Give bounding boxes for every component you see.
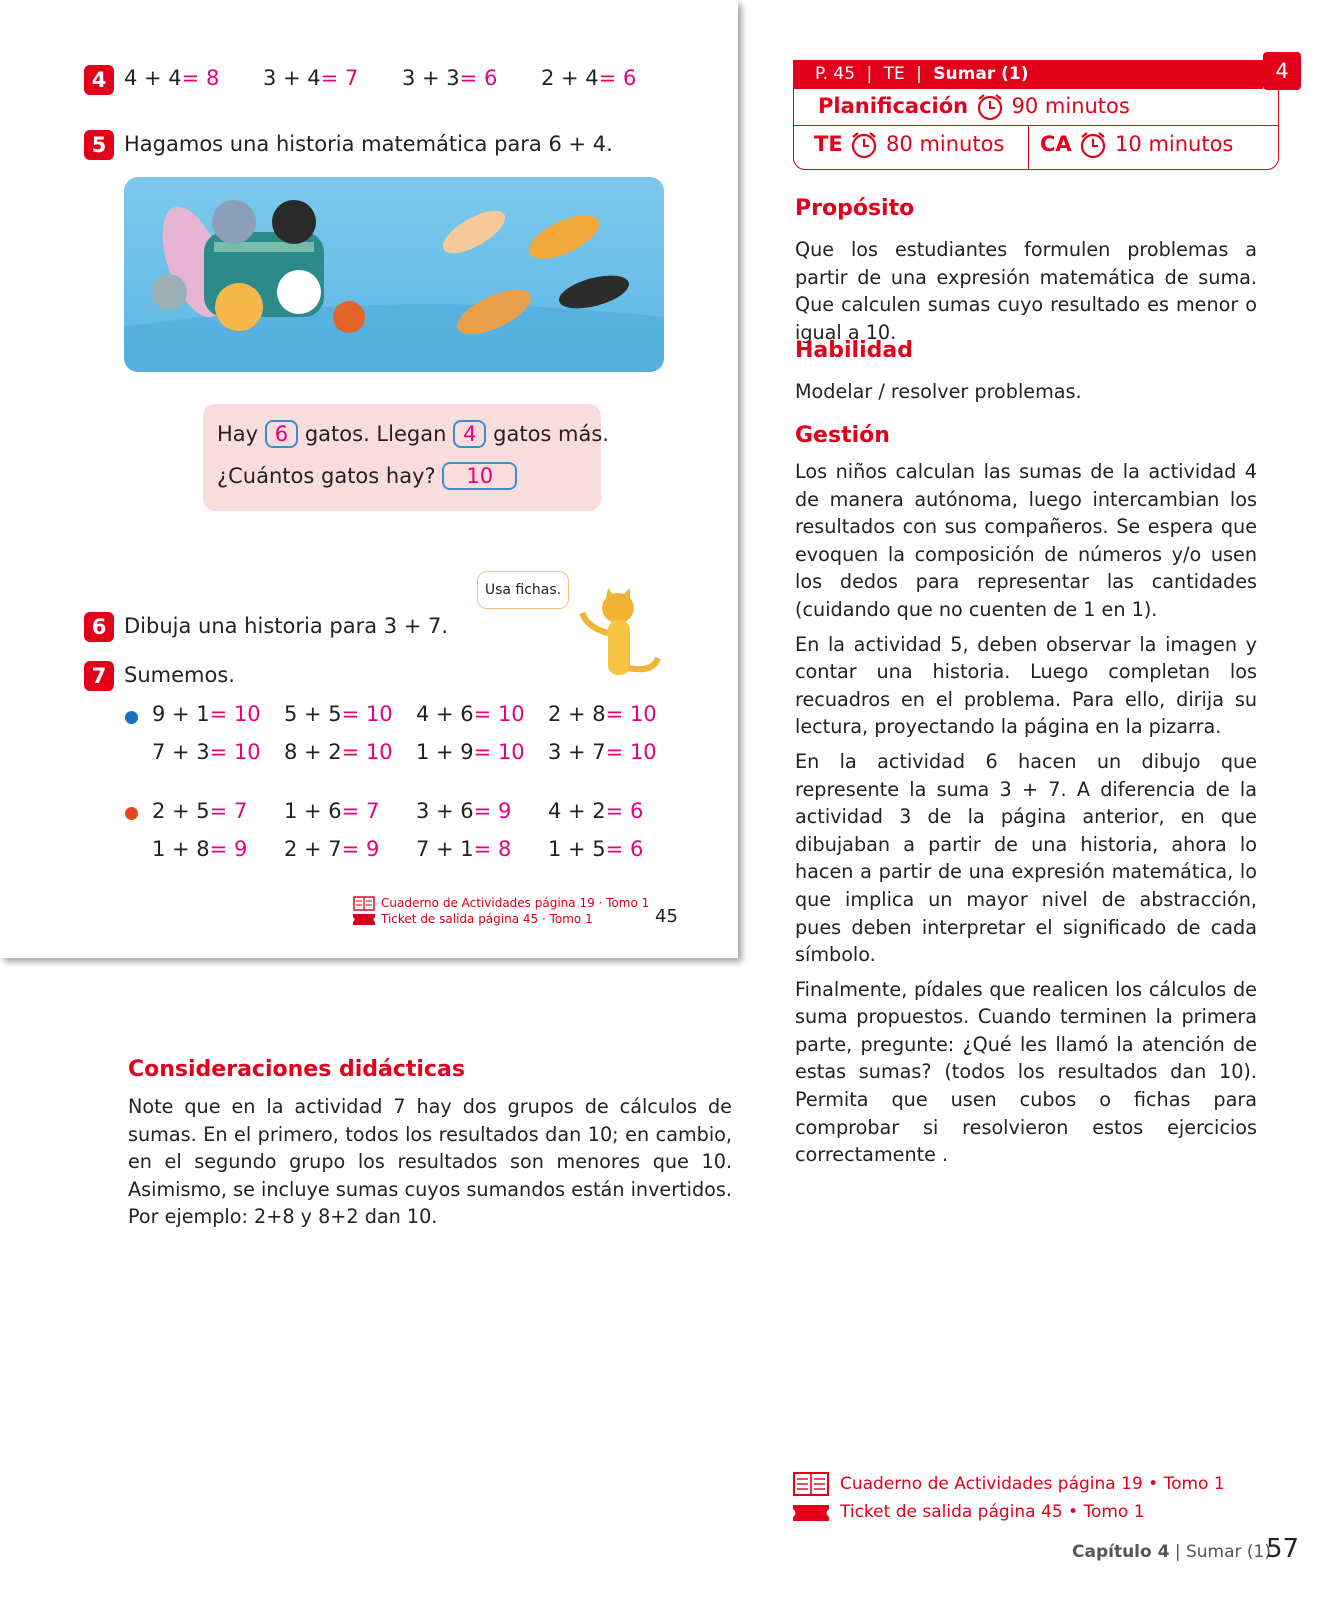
cat-character-illustration <box>578 588 668 693</box>
answer: = 8 <box>181 66 220 90</box>
ex7-g1-r2-c3 <box>416 740 525 764</box>
answer: = 9 <box>341 837 380 861</box>
story-question: ¿Cuántos gatos hay? <box>217 464 436 488</box>
chapter-title: Sumar (1) <box>1185 1542 1272 1562</box>
footer-separator: | <box>1174 1542 1181 1562</box>
expr: 1 + 5 <box>548 837 606 861</box>
cat-orange <box>215 283 263 331</box>
expr: 7 + 1 <box>416 837 474 861</box>
book-icon <box>793 1472 829 1496</box>
ex7-g1-r2-c1 <box>152 740 261 764</box>
book-icon <box>353 896 375 911</box>
answer: = 10 <box>209 702 261 726</box>
expr: 4 + 6 <box>416 702 474 726</box>
ticket-reference: Ticket de salida página 45 · Tomo 1 <box>381 912 593 926</box>
expr: 3 + 7 <box>548 740 606 764</box>
cat-red <box>333 301 365 333</box>
planning-total: 90 minutos <box>1011 94 1130 118</box>
expr: 9 + 1 <box>152 702 210 726</box>
exercise-7-badge: 7 <box>84 661 114 691</box>
gestion-body <box>795 458 1257 1176</box>
story-line-2 <box>217 462 517 490</box>
expr: 4 + 4 <box>124 66 182 90</box>
ex7-g2-r2-c1 <box>152 837 247 861</box>
expr: 4 + 2 <box>548 799 606 823</box>
cuaderno-reference: Cuaderno de Actividades página 19 · Tomo 1 <box>381 896 650 910</box>
answer: = 10 <box>209 740 261 764</box>
cats-illustration <box>124 177 664 372</box>
story-text: gatos más. <box>493 422 609 446</box>
proposito-title: Propósito <box>795 196 915 221</box>
cats-scene-svg <box>124 177 664 372</box>
expr: 1 + 9 <box>416 740 474 764</box>
ca-label: CA <box>1040 132 1072 156</box>
answer-box-2[interactable]: 4 <box>453 420 486 448</box>
answer: = 7 <box>320 66 359 90</box>
planning-label: Planificación <box>818 94 969 118</box>
answer: = 7 <box>209 799 248 823</box>
ex7-g2-r2-c4 <box>548 837 643 861</box>
exercise-6-text: Dibuja una historia para 3 + 7. <box>124 614 449 638</box>
expr: 2 + 7 <box>284 837 342 861</box>
chapter-footer <box>1072 1542 1271 1562</box>
chapter-tab: 4 <box>1263 52 1301 90</box>
group-1-bullet <box>125 711 138 724</box>
expr: 3 + 3 <box>402 66 460 90</box>
planning-vertical-divider <box>1028 125 1029 169</box>
expr: 1 + 8 <box>152 837 210 861</box>
expr: 3 + 4 <box>263 66 321 90</box>
story-text: gatos. Llegan <box>304 422 447 446</box>
ca-row <box>1040 131 1233 159</box>
guide-page-number: 57 <box>1266 1534 1300 1564</box>
planning-row <box>818 93 1130 121</box>
ex7-g2-r1-c1 <box>152 799 247 823</box>
expr: 1 + 6 <box>284 799 342 823</box>
planning-box <box>793 89 1279 170</box>
header-separator: | <box>916 64 922 84</box>
consideraciones-title: Consideraciones didácticas <box>128 1057 465 1082</box>
planning-divider <box>794 125 1278 126</box>
gestion-paragraph: Finalmente, pídales que realicen los cálculos de suma propuestos. Cuando terminen la primera parte, pregunte: ¿Qué les llamó la atención de estas sumas? (todos los resultados dan 10). Permita que usen cubos o fichas para comprobar si resolvieron estos ejercicios correctamente . <box>795 977 1257 1167</box>
gestion-paragraph: En la actividad 5, deben observar la imagen y contar una historia. Luego completan los recuadros en el problema. Para ello, dirija su lectura, proyectando la página en la pizarra. <box>795 632 1257 739</box>
cat-grey-sitting <box>151 274 187 310</box>
habilidad-title: Habilidad <box>795 338 913 363</box>
header-separator: | <box>866 64 873 84</box>
student-page-number: 45 <box>655 906 678 927</box>
student-page <box>0 0 738 958</box>
answer: = 10 <box>341 702 393 726</box>
habilidad-text: Modelar / resolver problemas. <box>795 380 1082 403</box>
ex7-g2-r2-c2 <box>284 837 379 861</box>
cat-jumping-2 <box>523 206 605 267</box>
alarm-clock-icon <box>849 131 879 159</box>
ex7-g1-r1-c4 <box>548 702 657 726</box>
exercise-5-badge: 5 <box>84 130 114 160</box>
answer: = 8 <box>473 837 512 861</box>
alarm-clock-icon <box>975 93 1005 121</box>
te-row <box>814 131 1004 159</box>
guide-ticket-reference: Ticket de salida página 45 • Tomo 1 <box>840 1502 1145 1522</box>
consideraciones-text: Note que en la actividad 7 hay dos grupos de cálculos de sumas. En el primero, todos los resultados dan 10; en cambio, en el segundo grupo los resultados son menores que 10. Asimismo, se incluye sumas cuyos sumandos están invertidos. Por ejemplo: 2+8 y 8+2 dan 10. <box>128 1095 732 1229</box>
ex4-sum-4 <box>541 66 636 90</box>
chapter-label: Capítulo 4 <box>1072 1542 1170 1562</box>
exercise-4-badge: 4 <box>84 65 114 95</box>
answer: = 6 <box>605 799 644 823</box>
answer: = 10 <box>473 740 525 764</box>
answer: = 6 <box>459 66 498 90</box>
alarm-clock-icon <box>1078 131 1108 159</box>
answer: = 10 <box>605 740 657 764</box>
answer: = 10 <box>473 702 525 726</box>
answer: = 6 <box>598 66 637 90</box>
ca-time: 10 minutos <box>1115 132 1234 156</box>
answer-box-total[interactable]: 10 <box>442 462 517 490</box>
header-title: Sumar (1) <box>933 64 1029 84</box>
group-2-bullet <box>125 807 138 820</box>
cat-jumping-3 <box>556 269 633 315</box>
ex7-g2-r1-c2 <box>284 799 379 823</box>
cat-grey <box>212 200 256 244</box>
answer: = 10 <box>341 740 393 764</box>
ex7-g2-r1-c4 <box>548 799 643 823</box>
expr: 5 + 5 <box>284 702 342 726</box>
gestion-paragraph: Los niños calculan las sumas de la actividad 4 de manera autónoma, luego intercambian los resultados con sus compañeros. Se espera que evoquen la composición de números y/o usen los dedos para representar las cantidades (cuidando que no cuenten de 1 en 1). <box>795 460 1257 621</box>
story-text: Hay <box>217 422 259 446</box>
proposito-text: Que los estudiantes formulen problemas a partir de una expresión matemática de suma. Que calculen sumas cuyo resultado es menor o igual a 10. <box>795 238 1257 344</box>
expr: 3 + 6 <box>416 799 474 823</box>
cat-white <box>277 270 321 314</box>
speech-bubble: Usa fichas. <box>477 571 569 609</box>
ex7-g2-r1-c3 <box>416 799 511 823</box>
ex7-g1-r1-c1 <box>152 702 261 726</box>
cat-jumping-1 <box>437 202 512 261</box>
exercise-5-text: Hagamos una historia matemática para 6 + 4. <box>124 132 613 156</box>
guide-cuaderno-reference: Cuaderno de Actividades página 19 • Tomo 1 <box>840 1474 1225 1494</box>
exercise-7-text: Sumemos. <box>124 663 235 687</box>
ex4-sum-2 <box>263 66 358 90</box>
answer: = 9 <box>473 799 512 823</box>
ticket-icon <box>353 914 375 925</box>
ex4-sum-1 <box>124 66 219 90</box>
ex4-sum-3 <box>402 66 497 90</box>
story-line-1 <box>217 420 609 448</box>
expr: 2 + 4 <box>541 66 599 90</box>
ex7-g1-r1-c3 <box>416 702 525 726</box>
expr: 7 + 3 <box>152 740 210 764</box>
ex7-g1-r2-c4 <box>548 740 657 764</box>
story-box <box>203 404 609 511</box>
expr: 2 + 5 <box>152 799 210 823</box>
answer: = 7 <box>341 799 380 823</box>
gestion-title: Gestión <box>795 423 890 448</box>
expr: 8 + 2 <box>284 740 342 764</box>
ticket-icon <box>793 1505 829 1521</box>
ex7-g1-r2-c2 <box>284 740 393 764</box>
header-te: TE <box>883 64 905 84</box>
answer: = 9 <box>209 837 248 861</box>
ex7-g2-r2-c3 <box>416 837 511 861</box>
gestion-paragraph: En la actividad 6 hacen un dibujo que represente la suma 3 + 7. A diferencia de la actividad 3 de la página anterior, en que dibujaban a partir de una historia, ahora lo hacen a partir de una expresión matemática, lo que implica un mayor nivel de abstracción, pues deben interpretar el significado de cada símbolo. <box>795 749 1257 967</box>
answer-box-1[interactable]: 6 <box>265 420 298 448</box>
cat-black <box>272 200 316 244</box>
answer: = 10 <box>605 702 657 726</box>
te-label: TE <box>814 132 843 156</box>
answer: = 6 <box>605 837 644 861</box>
te-time: 80 minutos <box>886 132 1005 156</box>
ex7-g1-r1-c2 <box>284 702 393 726</box>
guide-header-bar <box>793 60 1263 89</box>
expr: 2 + 8 <box>548 702 606 726</box>
header-page: P. 45 <box>815 64 856 84</box>
exercise-6-badge: 6 <box>84 612 114 642</box>
